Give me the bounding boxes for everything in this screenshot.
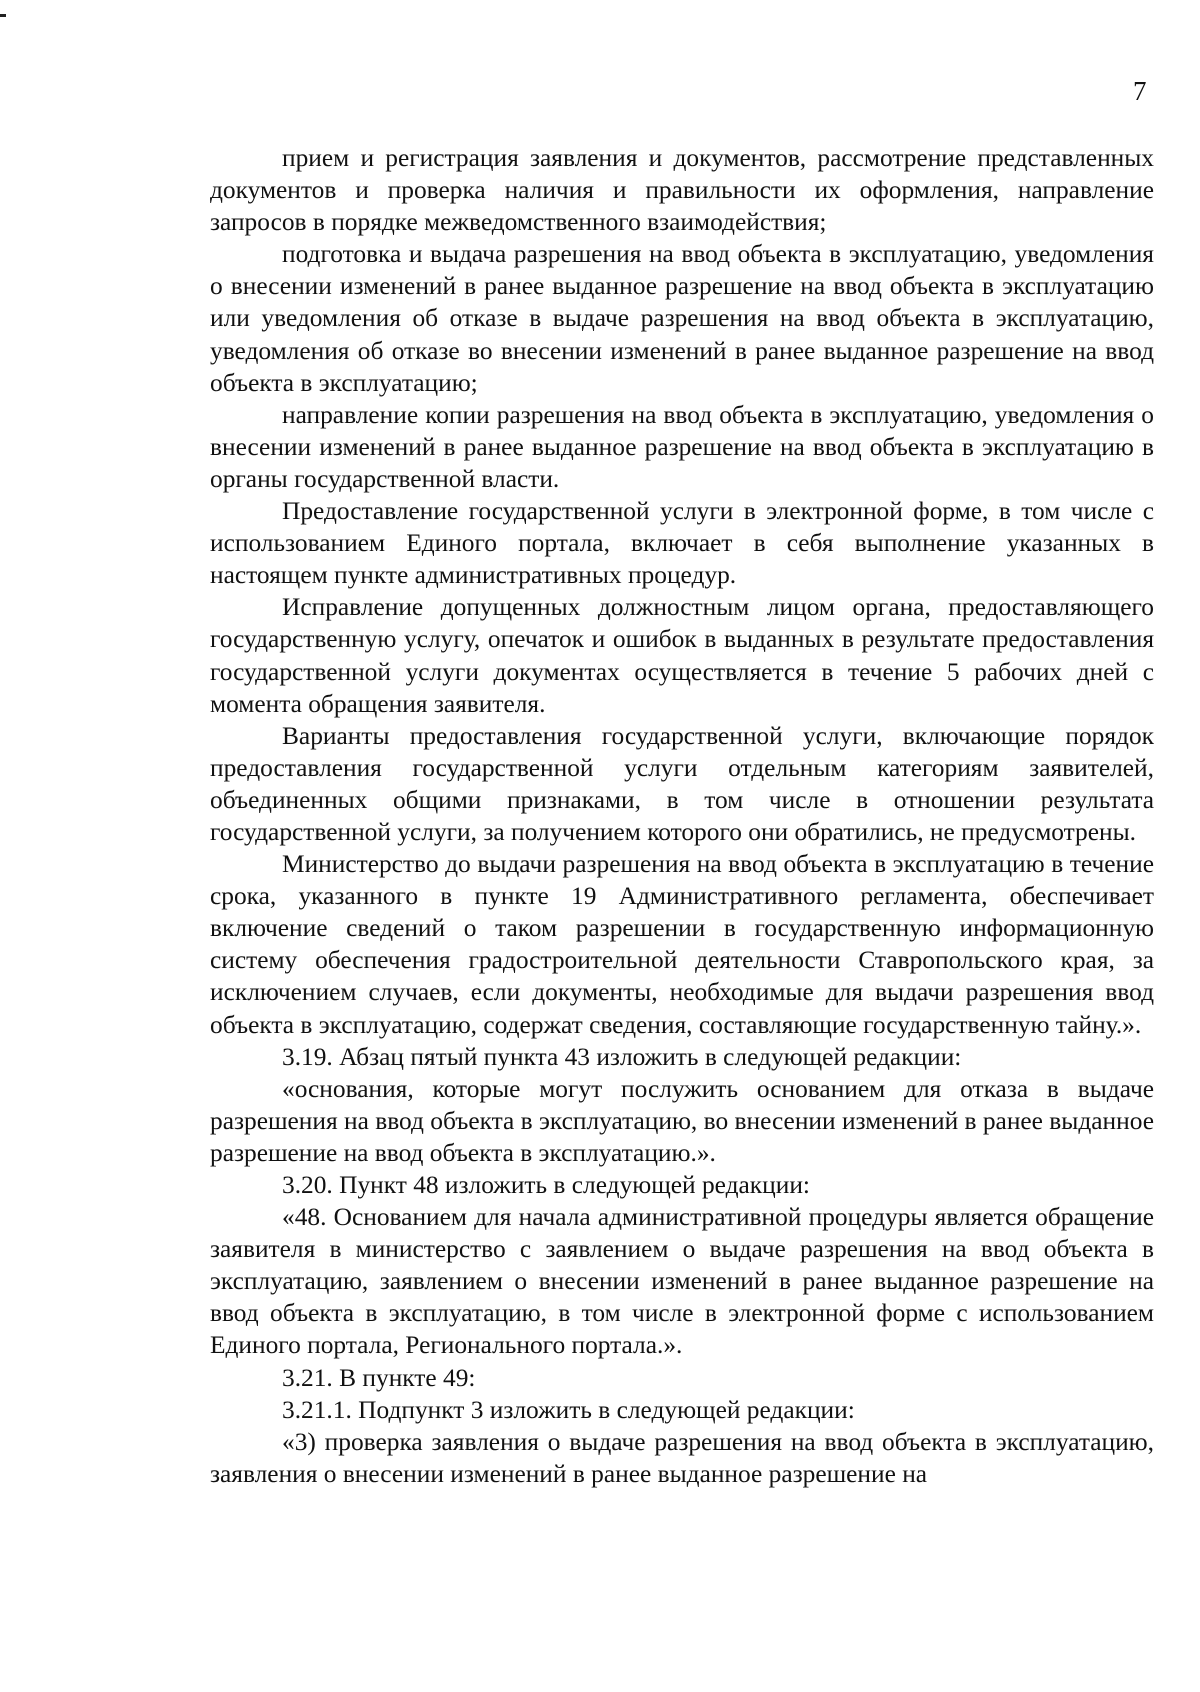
scan-edge-mark [0,14,6,17]
paragraph: 3.20. Пункт 48 изложить в следующей редакции: [282,1171,810,1199]
document-body [210,142,1154,1490]
page-number: 7 [1133,76,1147,106]
paragraph: 3.21. В пункте 49: [282,1363,476,1392]
paragraph: прием и регистрация заявления и документов, рассмотрение представленных документов и проверка наличия и правильности их оформления, направление запросов в порядке межведомственного взаимодействия; [210,144,1154,237]
paragraph: «основания, которые могут послужить основанием для отказа в выдаче разрешения на ввод объекта в эксплуатацию, во внесении изменений в ранее выданное разрешение на ввод объекта в эксплуатацию.». [210,1074,1154,1167]
paragraph: «48. Основанием для начала административной процедуры является обращение заявителя в министерство с заявлением о выдаче разрешения на ввод объекта в эксплуатацию, заявлением о внесении изменений в ранее выданное разрешение на ввод объекта в эксплуатацию, в том числе в электронной форме с использованием Единого портала, Регионального портала.». [210,1203,1154,1360]
paragraph: 3.19. Абзац пятый пункта 43 изложить в следующей редакции: [282,1042,962,1071]
paragraph: Варианты предоставления государственной услуги, включающие порядок предоставления государственной услуги отдельным категориям заявителей, объединенных общими признаками, в том числе в отношении результата государственной услуги, за получением которого они обратились, не предусмотрены. [210,721,1154,846]
paragraph: 3.21.1. Подпункт 3 изложить в следующей редакции: [282,1395,855,1424]
paragraph: «3) проверка заявления о выдаче разрешения на ввод объекта в эксплуатацию, заявления о внесении изменений в ранее выданное разрешение на [210,1427,1154,1488]
paragraph: Предоставление государственной услуги в электронной форме, в том числе с использованием Единого портала, включает в себя выполнение указанных в настоящем пункте административных процедур. [210,497,1154,590]
paragraph: Министерство до выдачи разрешения на ввод объекта в эксплуатацию в течение срока, указанного в пункте 19 Административного регламента, обеспечивает включение сведений о таком разрешении в государственную информационную систему обеспечения градостроительной деятельности Ставропольского края, за исключением случаев, если документы, необходимые для выдачи разрешения ввод объекта в эксплуатацию, содержат сведения, составляющие государственную тайну.». [210,850,1154,1039]
paragraph: подготовка и выдача разрешения на ввод объекта в эксплуатацию, уведомления о внесении изменений в ранее выданное разрешение на ввод объекта в эксплуатацию или уведомления об отказе в выдаче разрешения на ввод объекта в эксплуатацию, уведомления об отказе во внесении изменений в ранее выданное разрешение на ввод объекта в эксплуатацию; [210,240,1154,397]
paragraph: Исправление допущенных должностным лицом органа, предоставляющего государственную услугу, опечаток и ошибок в выданных в результате предоставления государственной услуги документах осуществляется в течение 5 рабочих дней с момента обращения заявителя. [210,593,1154,718]
paragraph: направление копии разрешения на ввод объекта в эксплуатацию, уведомления о внесении изменений в ранее выданное разрешение на ввод объекта в эксплуатацию в органы государственной власти. [210,400,1154,493]
